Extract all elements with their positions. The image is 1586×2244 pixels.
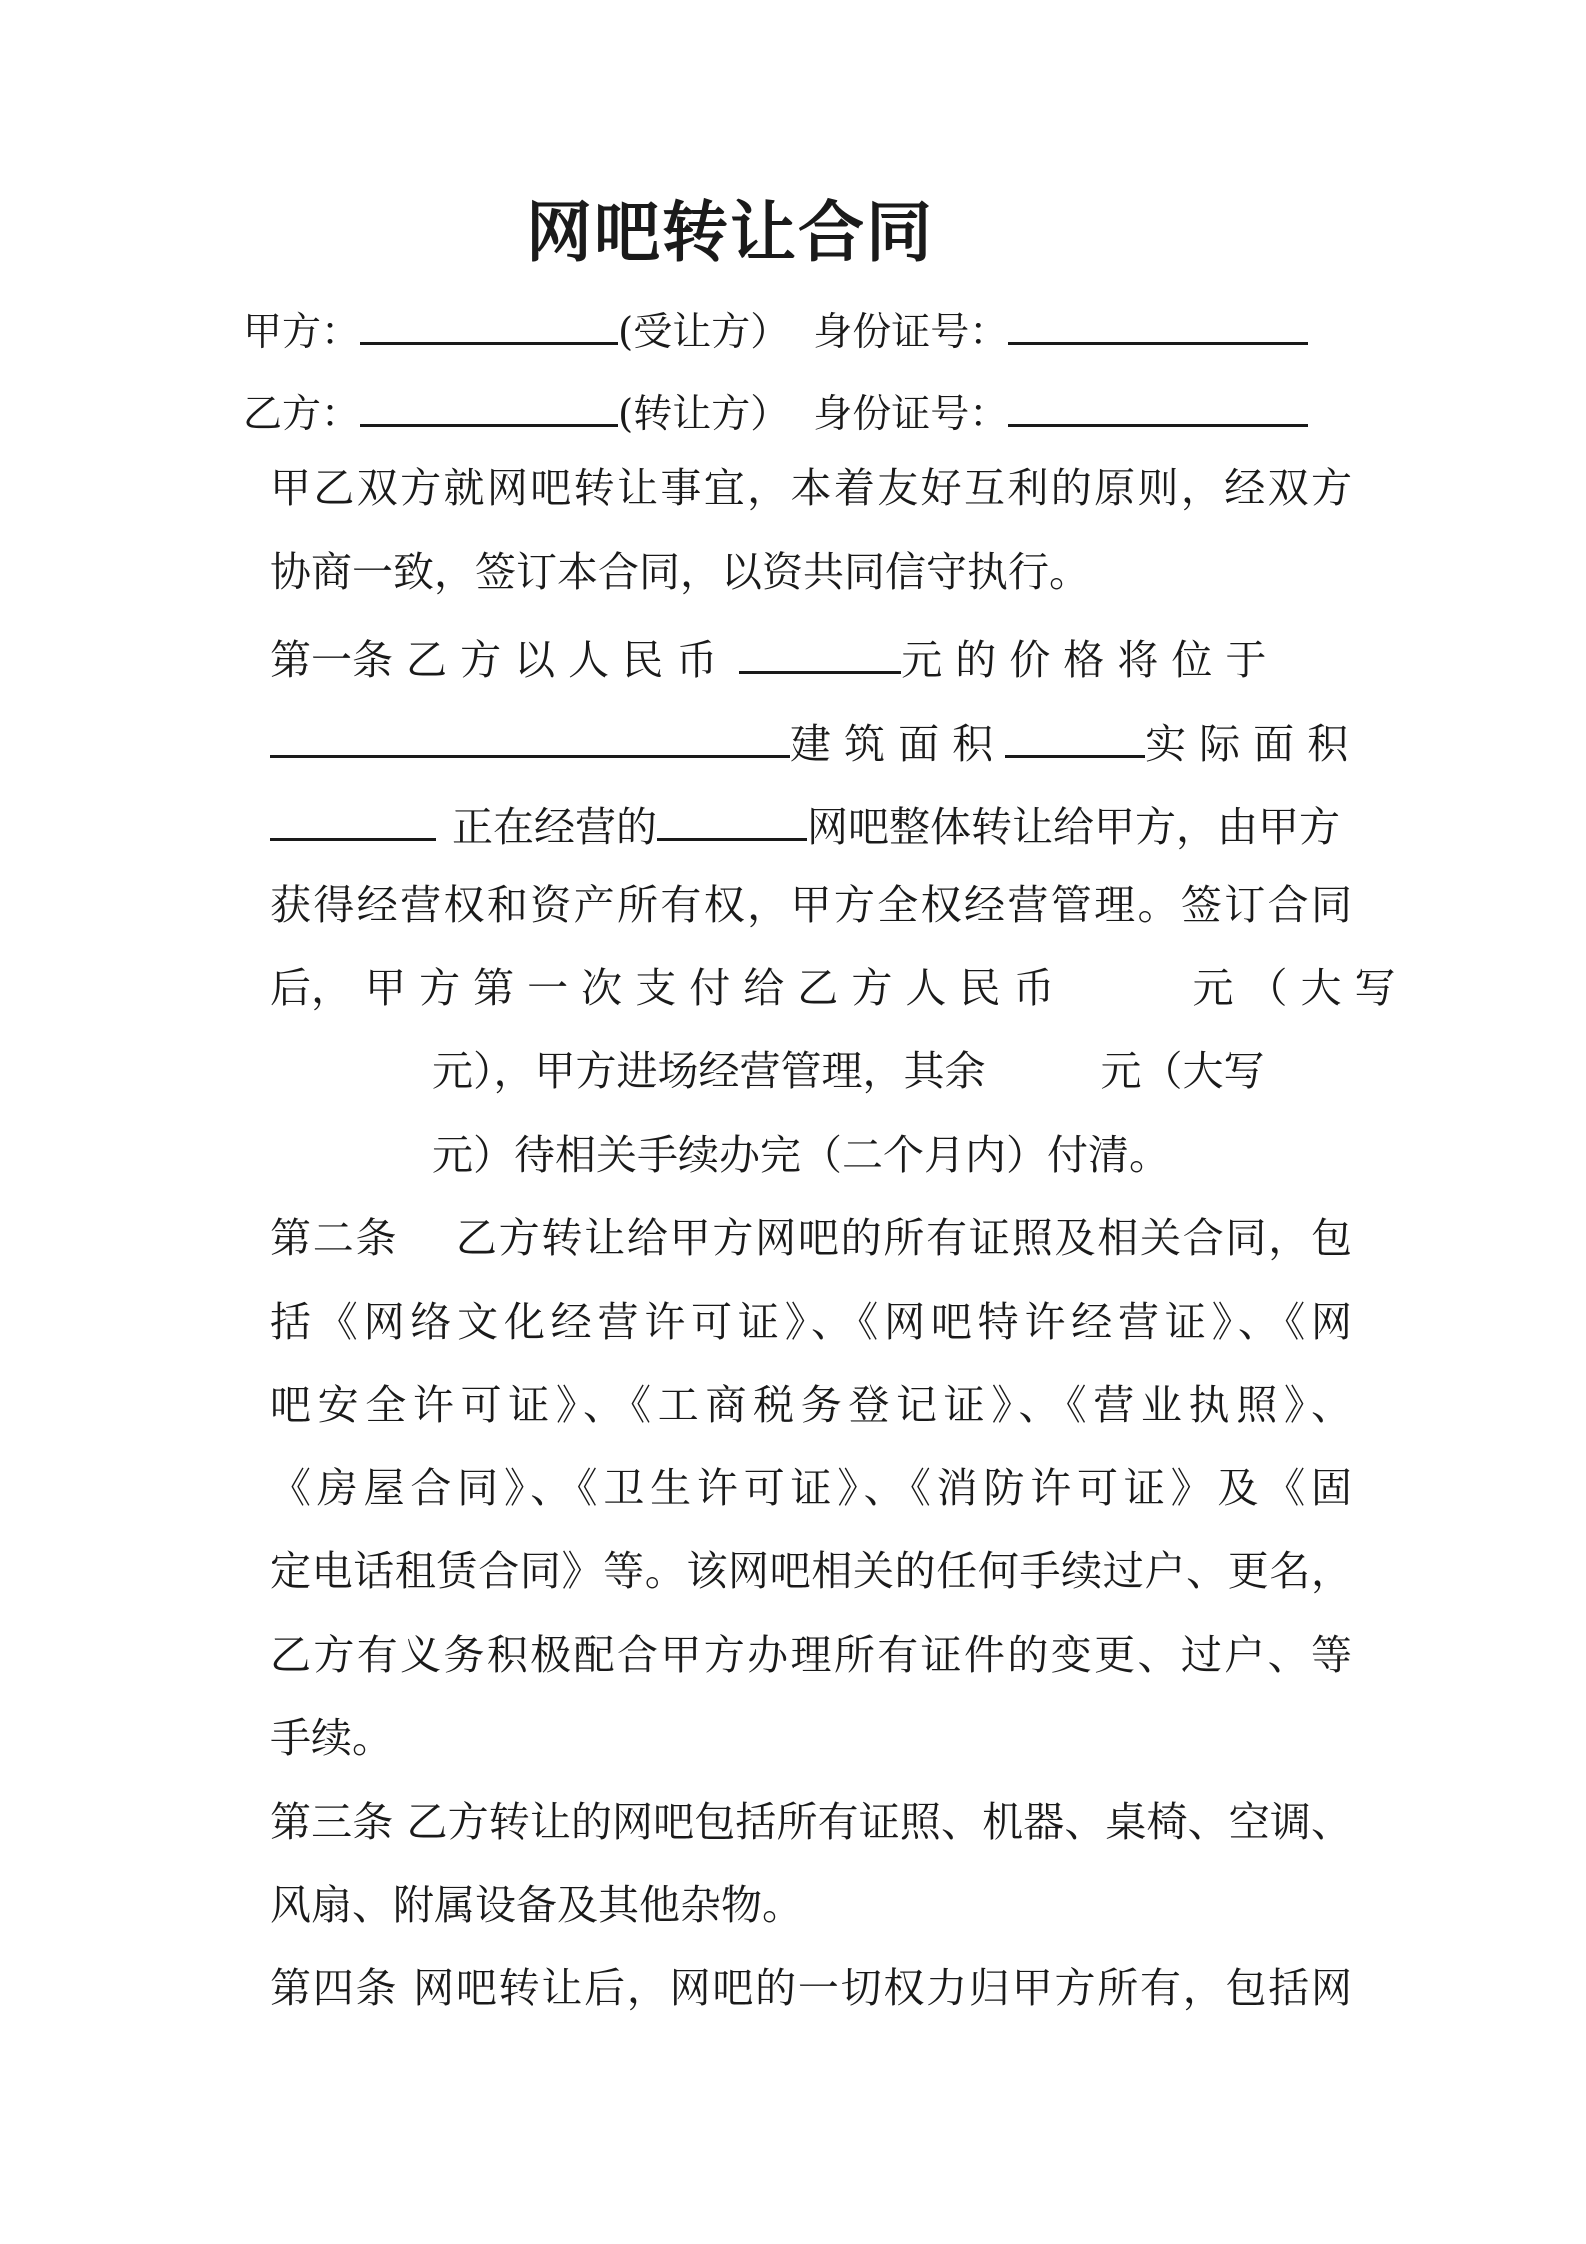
first-payment-text: 后， 甲 方 第 一 次 支 付 给 乙 方 人 民 币: [270, 964, 1055, 1012]
remaining-payment-text: 元），甲方进场经营管理，其余: [432, 1047, 986, 1095]
article1-line-7: 元）待相关手续办完（二个月内）付清。: [432, 1131, 1170, 1179]
netcafe-name-blank: [657, 792, 807, 841]
article1-line-1: [270, 625, 1352, 685]
actual-area-blank: [270, 792, 436, 841]
price-blank: [739, 625, 901, 674]
article2-line: 吧安全许可证》、《工商税务登记证》、《营业执照》、: [270, 1381, 1352, 1429]
article4-line: 第四条 网吧转让后，网吧的一切权力归甲方所有，包括网: [270, 1964, 1352, 2012]
article1-line-2: [270, 709, 1352, 769]
party-b-line: [243, 378, 1308, 437]
first-payment-capital-label: 元 （ 大 写: [1192, 964, 1396, 1012]
article2-line: 《房屋合同》、《卫生许可证》、《消防许可证》及《固: [270, 1464, 1352, 1512]
remaining-capital-label: 元（大写: [1100, 1047, 1265, 1095]
transfer-text: 网吧整体转让给甲方，由甲方: [807, 803, 1340, 851]
article2-line: 第二条 乙方转让给甲方网吧的所有证照及相关合同，包: [270, 1214, 1352, 1262]
article2-line: 乙方有义务积极配合甲方办理所有证件的变更、过户、等: [270, 1631, 1352, 1679]
article1-line-6: [432, 1041, 1352, 1101]
location-blank: [270, 709, 790, 758]
article1-line-3: [270, 792, 1352, 852]
article2-line: 手续。: [270, 1714, 393, 1762]
document-title: 网吧转让合同: [526, 193, 934, 271]
party-b-id-blank: [1008, 378, 1308, 427]
party-a-name-blank: [360, 296, 618, 345]
party-a-role: (受让方）: [618, 310, 790, 355]
building-area-label: 建 筑 面 积: [790, 720, 994, 768]
party-b-name-blank: [360, 378, 618, 427]
party-b-label: 乙方：: [243, 392, 361, 437]
article3-line: 风扇、附属设备及其他杂物。: [270, 1881, 803, 1929]
article1-line-5: [270, 958, 1396, 1018]
party-a-line: [243, 296, 1308, 355]
party-a-label: 甲方：: [243, 310, 361, 355]
article1-price-intro: 第一条 乙 方 以 人 民 币: [270, 636, 718, 684]
actual-area-label: 实 际 面 积: [1145, 720, 1349, 768]
preamble-line: 协商一致，签订本合同，以资共同信守执行。: [270, 548, 1090, 596]
operating-label: 正在经营的: [452, 803, 657, 851]
article2-line: 括《网络文化经营许可证》、《网吧特许经营证》、《网: [270, 1298, 1352, 1346]
article1-line-4: 获得经营权和资产所有权，甲方全权经营管理。签订合同: [270, 881, 1352, 929]
article2-line: 定电话租赁合同》等。该网吧相关的任何手续过户、更名，: [270, 1547, 1352, 1595]
article1-location-intro: 元 的 价 格 将 位 于: [901, 636, 1267, 684]
preamble-line: 甲乙双方就网吧转让事宜，本着友好互利的原则，经双方: [270, 464, 1352, 512]
party-a-id-blank: [1008, 296, 1308, 345]
party-b-role: (转让方）: [618, 392, 790, 437]
article3-line: 第三条 乙方转让的网吧包括所有证照、机器、桌椅、空调、: [270, 1798, 1352, 1846]
party-b-id-label: 身份证号：: [813, 392, 1009, 437]
party-a-id-label: 身份证号：: [813, 310, 1009, 355]
building-area-blank: [1005, 709, 1145, 758]
